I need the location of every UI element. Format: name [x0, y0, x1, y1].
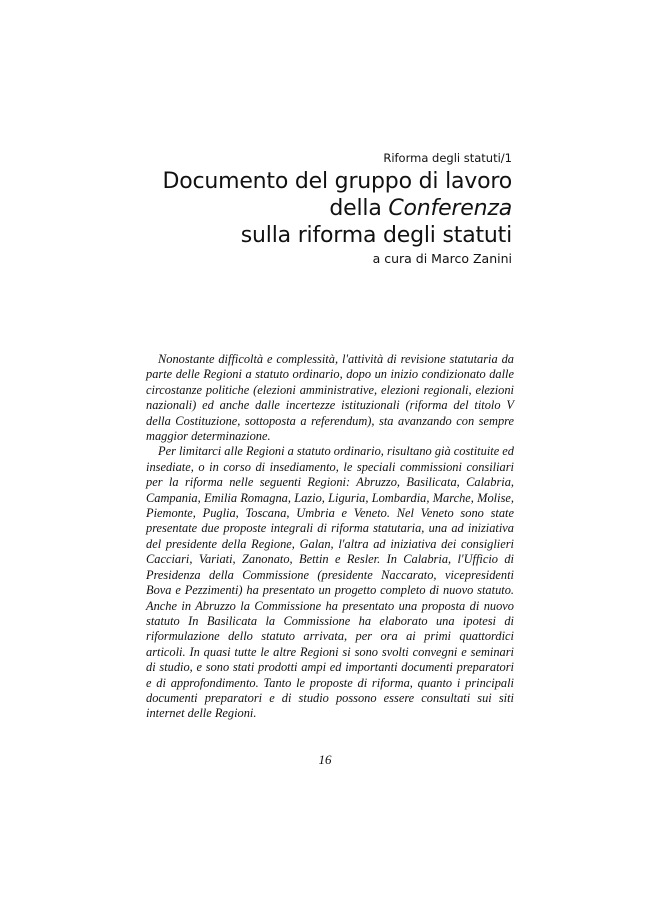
title-line-1: Documento del gruppo di lavoro — [162, 169, 512, 194]
article-title — [112, 168, 512, 249]
title-emphasis: Conferenza — [388, 196, 512, 221]
series-kicker: Riforma degli statuti/1 — [383, 151, 512, 165]
title-line-3: sulla riforma degli statuti — [240, 223, 512, 248]
body-paragraph-2: Per limitarci alle Regioni a statuto ordinario, risultano già costituite ed insediate, o in corso di insediamento, le speciali commissioni consiliari per la riforma nelle seguenti Regioni: Abruzzo, Basilicata, Calabria, Campania, Emilia Romagna, Lazio, Liguria, Lombardia, Marche, Molise, Piemonte, Puglia, Toscana, Umbria e Veneto. Nel Veneto sono state presentate due proposte integrali di riforma statutaria, una ad iniziativa del presidente della Regione, Galan, l'altra ad iniziativa dei consiglieri Cacciari, Variati, Zanonato, Bettin e Resler. In Calabria, l'Ufficio di Presidenza della Commissione (presidente Naccarato, vicepresidenti Bova e Pezzimenti) ha presentato un progetto completo di nuovo statuto. Anche in Abruzzo la Commissione ha presentato una proposta di nuovo statuto In Basilicata la Commissione ha elaborato una ipotesi di riformulazione dello statuto arrivata, per ora ai primi quattordici articoli. In quasi tutte le altre Regioni si sono svolti convegni e seminari di studio, e sono stati prodotti ampi ed importanti documenti preparatori e di approfondimento. Tanto le proposte di riforma, quanto i principali documenti preparatori e di studio possono essere consultati sui siti internet delle Regioni. — [146, 444, 514, 721]
article-body — [146, 352, 514, 722]
title-line-2 — [112, 195, 512, 222]
editor-credit: a cura di Marco Zanini — [372, 251, 512, 266]
body-paragraph-1: Nonostante difficoltà e complessità, l'attività di revisione statutaria da parte delle Regioni a statuto ordinario, dopo un inizio condizionato dalle circostanze politiche (elezioni amministrative, elezioni regionali, elezioni nazionali) ed anche dalle incertezze istituzionali (riforma del titolo V della Costituzione, sottoposta a referendum), sta avanzando con sempre maggior determinazione. — [146, 352, 514, 444]
article-header — [112, 150, 512, 266]
title-line-2-prefix: della — [329, 196, 389, 221]
page-number: 16 — [318, 752, 332, 767]
